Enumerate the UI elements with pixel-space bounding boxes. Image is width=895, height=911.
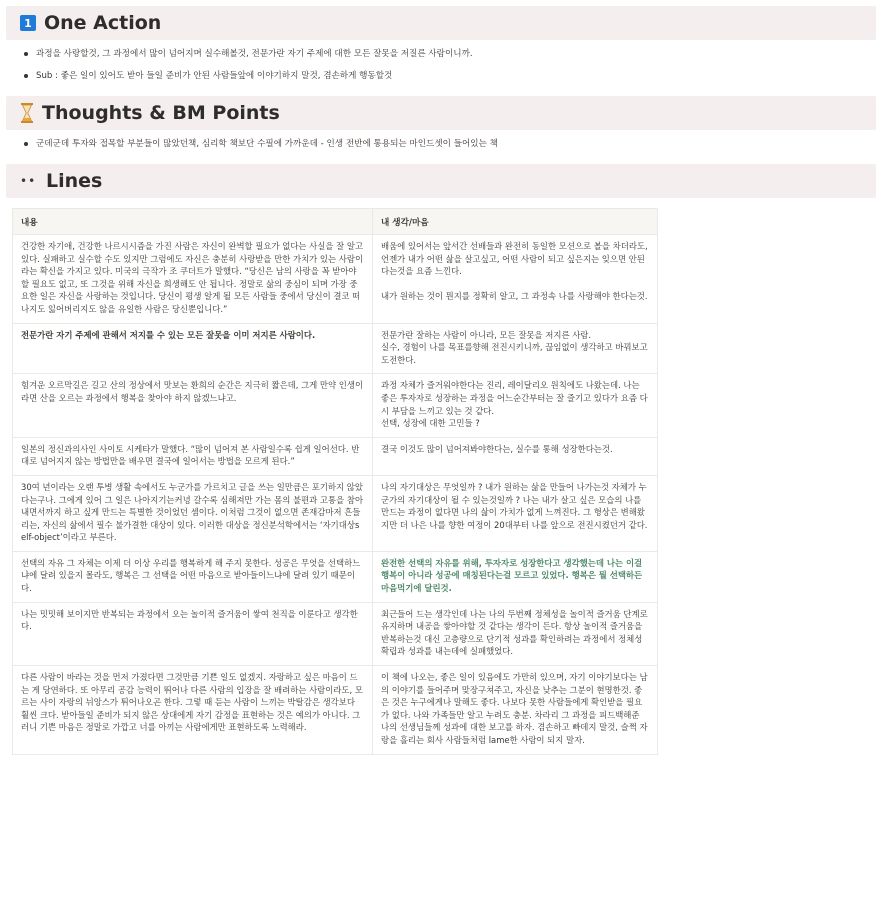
thoughts-list	[6, 138, 889, 150]
table-row	[13, 666, 658, 755]
table-row	[13, 437, 658, 475]
line-content-cell: 건강한 자기애, 건강한 나르시시즘을 가진 사람은 자신이 완벽할 필요가 없다는 사실을 잘 알고 있다. 실패하고 실수할 수도 있지만 그럼에도 자신은 충분히 사랑받을 만한 가치가 있는 사람이라는 확신을 가지고 있다. 미국의 극작가 조 쿠더트가 말했다. “당신은 남의 사랑을 꼭 받아야 할 필요도 없고, 또 그것을 위해 자신을 희생해도 안 됩니다. 정말로 삶의 중심이 되며 가장 중요한 일은 자신을 사랑하는 것입니다. 당신이 평생 알게 될 모든 사람들 중에서 당신이 결코 떠나지도 잃어버리지도 않을 유일한 사람은 당신뿐입니다.”	[13, 235, 373, 324]
line-content-cell: 일본의 정신과의사인 사이토 시케타가 말했다. “많이 넘어져 본 사람일수록 쉽게 일어선다. 반대로 넘어지지 않는 방법만을 배우면 결국에 일어서는 방법을 모르게 된다.”	[13, 437, 373, 475]
line-content-cell: 힘겨운 오르막길은 길고 산의 정상에서 맛보는 환희의 순간은 지극히 짧은데, 그게 만약 인생이라면 산을 오르는 과정에서 행복을 찾아야 하지 않겠느냐고.	[13, 374, 373, 437]
list-item: 과정을 사랑할것, 그 과정에서 많이 넘어지며 실수해볼것, 전문가란 자기 주제에 대한 모든 잘못을 저질른 사람이니까.	[36, 48, 889, 60]
table-row	[13, 602, 658, 665]
lines-header	[6, 164, 876, 198]
line-content-cell: 나는 밋밋해 보이지만 반복되는 과정에서 오는 놀이적 즐거움이 쌓여 천직을 이룬다고 생각한다.	[13, 602, 373, 665]
table-header-row	[13, 209, 658, 235]
line-thought-cell: 완전한 선택의 자유를 위해, 투자자로 성장한다고 생각했는데 나는 이걸 행복이 아니라 성공에 매칭된다는걸 모르고 있었다. 행복은 뭘 선택하든 마음먹기에 달린것.	[373, 551, 658, 602]
table-row	[13, 374, 658, 437]
thoughts-header	[6, 96, 876, 130]
line-thought-cell: 최근들어 드는 생각인데 나는 나의 두번째 정체성을 놀이적 즐거움 단계로 유지하며 내공을 쌓아야할 것 같다는 생각이 든다. 항상 놀이적 즐거움을 반복하는것 대신 고층량으로 단기적 성과를 확인하려는 과정에서 정체성 확립과 성과를 내는데에 실패했었다.	[373, 602, 658, 665]
table-row	[13, 235, 658, 324]
lines-table	[12, 208, 658, 755]
one-action-list	[6, 48, 889, 82]
lines-table-body	[13, 235, 658, 755]
line-content-cell: 선택의 자유 그 자체는 이제 더 이상 우리를 행복하게 해 주지 못한다. 성공은 무엇을 선택하느냐에 달려 있을지 몰라도, 행복은 그 선택을 어떤 마음으로 받아들이느냐에 달려 있기 때문이다.	[13, 551, 373, 602]
line-content-cell: 30여 년이라는 오랜 투병 생활 속에서도 누군가를 가르치고 글을 쓰는 일만큼은 포기하지 않았다는구나. 그에게 있어 그 일은 나아지기는커녕 갈수록 심해져만 가는 몸의 불편과 고통을 참아 내면서까지 하고 싶게 만드는 특별한 것이었던 셈이다. 이처럼 그것이 없으면 존재감마저 흔들리는, 자신의 삶에서 필수 불가결한 대상이 있다. 이러한 대상을 정신분석학에서는 ‘자기대상self-object’이라고 부른다.	[13, 475, 373, 551]
thoughts-title: Thoughts & BM Points	[42, 102, 280, 124]
table-row	[13, 551, 658, 602]
line-thought-cell: 전문가란 잘하는 사람이 아니라, 모든 잘못을 저지른 사람. 실수, 경험이 나를 목표를향해 전진시키니까, 끊임없이 생각하고 바꿔보고 도전한다.	[373, 323, 658, 374]
hourglass-icon	[20, 103, 34, 123]
table-row	[13, 475, 658, 551]
column-header-content: 내용	[13, 209, 373, 235]
column-header-thought: 내 생각/마음	[373, 209, 658, 235]
eyes-icon: ••	[20, 174, 37, 188]
line-content-cell: 전문가란 자기 주제에 관해서 저지를 수 있는 모든 잘못을 이미 저지른 사람이다.	[13, 323, 373, 374]
number-one-icon: 1	[20, 15, 36, 31]
list-item: 군데군데 투자와 접목할 부분들이 많았던책, 심리학 책보단 수필에 가까운데 - 인생 전반에 통용되는 마인드셋이 들어있는 책	[36, 138, 889, 150]
line-thought-cell: 과정 자체가 즐거워야한다는 진리, 레이달리오 원칙에도 나왔는데. 나는 좋은 투자자로 성장하는 과정을 어느순간부터는 잘 즐기고 있다가 요즘 다시 부담을 느끼고 있는 것 같다. 선택, 성장에 대한 고민들 ?	[373, 374, 658, 437]
line-thought-cell: 나의 자기대상은 무엇일까 ? 내가 원하는 삶을 만들어 나가는것 자체가 누군가의 자기대상이 될 수 있는것일까 ? 나는 내가 살고 싶은 모습의 나를 만드는 과정이 없다면 나의 삶이 가치가 없게 느껴진다. 그 형상은 변해왔지만 더 나은 나를 향한 여정이 20대부터 나를 앞으로 전진시켰던거 같다.	[373, 475, 658, 551]
line-content-cell: 다른 사람이 바라는 것을 먼저 가졌다면 그것만큼 기쁜 일도 없겠지. 자랑하고 싶은 마음이 드는 게 당연하다. 또 아무리 공감 능력이 뛰어나 다른 사람의 입장을 잘 배려하는 사람이라도, 모르는 사이 자랑의 뉘앙스가 튀어나오곤 한다. 그렇 때 듣는 사람이 느끼는 박탈감은 생각보다 훨씬 크다. 받아들일 준비가 되지 않은 상대에게 자기 감정을 표현하는 것은 예의가 아니다. 그러니 기쁜 마음은 정말로 가깝고 너를 아끼는 사람에게만 표현하도록 노력해라.	[13, 666, 373, 755]
line-thought-cell: 배움에 있어서는 앞서간 선배들과 완전히 동일한 모션으로 볼을 차더라도, 언젠가 내가 어떤 삶을 살고싶고, 어떤 사람이 되고 싶은지는 잊으면 안된다는것을 요즘 느낀다. 내가 원하는 것이 뭔지를 정확히 알고, 그 과정속 나를 사랑해야 한다는것.	[373, 235, 658, 324]
table-row	[13, 323, 658, 374]
one-action-header	[6, 6, 876, 40]
lines-title: Lines	[46, 170, 103, 192]
line-thought-cell: 이 책에 나오는, 좋은 일이 있음에도 가만히 있으며, 자기 이야기보다는 남의 이야기를 들어주며 맞장구쳐주고, 자신을 낮추는 그분이 현명한것. 좋은 것은 누구에게나 말해도 좋다. 나보다 못한 사람들에게 확인받을 필요가 없다. 나와 가족들만 알고 누려도 충분. 차라리 그 과정을 피드백해준 나의 선생님들께 성과에 대한 보고를 하자. 겸손하고 빠데지 말것, 슬쩍 자랑을 흘리는 회사 사람들처럼 lame한 사람이 되지 말자.	[373, 666, 658, 755]
one-action-title: One Action	[44, 12, 162, 34]
line-thought-cell: 결국 이것도 많이 넘어져봐야한다는, 실수를 통해 성장한다는것.	[373, 437, 658, 475]
list-item: Sub : 좋은 일이 있어도 받아 들일 준비가 안된 사람들앞에 이야기하지 말것, 겸손하게 행동할것	[36, 70, 889, 82]
